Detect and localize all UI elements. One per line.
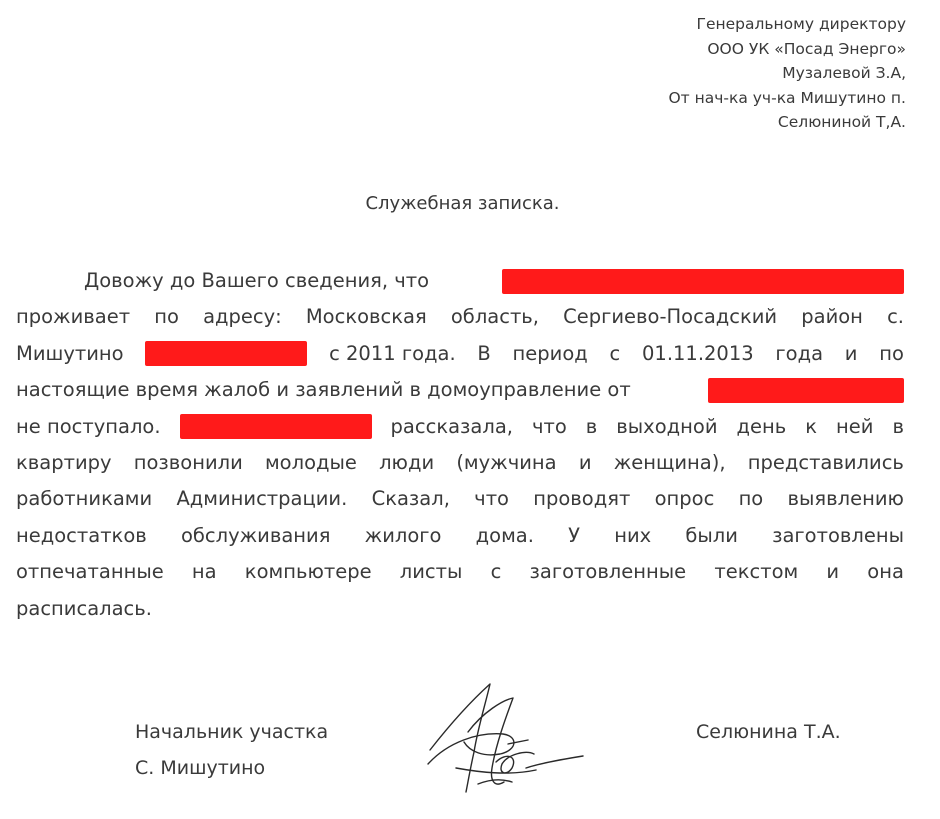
body-word: Московская xyxy=(305,305,427,329)
body-text: Довожу до Вашего сведения, что xyxy=(84,269,430,292)
redaction-bar xyxy=(145,341,307,366)
body-word: отпечатанные xyxy=(16,560,164,584)
body-word: и xyxy=(826,560,840,584)
body-word: и xyxy=(578,450,592,474)
body-word: заготовленные xyxy=(529,560,687,584)
body-word: в xyxy=(892,414,904,438)
body-line xyxy=(16,372,904,408)
body-word: и xyxy=(844,341,858,365)
body-word: проводят xyxy=(533,487,631,511)
body-word: с xyxy=(490,560,502,584)
body-word: квартиру xyxy=(16,450,112,474)
body-word: люди xyxy=(379,450,435,474)
body-word: она xyxy=(867,560,904,584)
body-line xyxy=(16,554,904,590)
body-word: расписалась. xyxy=(16,596,152,620)
redaction-bar xyxy=(502,269,904,294)
body-word: Сказал, xyxy=(371,487,450,511)
addressee-line: ООО УК «Посад Энерго» xyxy=(707,39,906,58)
body-word: жилого xyxy=(364,523,442,547)
addressee-line: От нач-ка уч-ка Мишутино п. xyxy=(668,88,906,107)
body-word: работниками xyxy=(16,487,153,511)
body-word: позвонили xyxy=(133,450,243,474)
body-word: Администрации. xyxy=(176,487,348,511)
body-word: рассказала, xyxy=(390,414,513,438)
body-word: них xyxy=(614,523,652,547)
body-word: листы xyxy=(399,560,463,584)
body-word: Сергиево-Посадский xyxy=(563,305,778,329)
body-line xyxy=(16,263,904,299)
body-word: (мужчина xyxy=(456,450,557,474)
body-word: Мишутино xyxy=(16,341,124,365)
signature-name: Селюнина Т.А. xyxy=(696,721,841,743)
handwritten-signature xyxy=(408,672,598,802)
memo-title: Служебная записка. xyxy=(365,193,560,214)
body-word: область, xyxy=(450,305,539,329)
signature-location: С. Мишутино xyxy=(135,757,266,779)
body-text: настоящие время жалоб и заявлений в домоуправление от xyxy=(16,378,631,402)
body-word: молодые xyxy=(264,450,357,474)
redaction-bar xyxy=(180,414,372,439)
addressee-block xyxy=(668,12,906,135)
body-word: с. xyxy=(887,305,904,329)
body-word: 01.11.2013 xyxy=(642,341,754,365)
body-word: опрос xyxy=(654,487,715,511)
addressee-line: Генеральному директору xyxy=(696,15,906,33)
body-word: в xyxy=(585,414,598,438)
body-line xyxy=(16,299,904,335)
body-word: женщина), xyxy=(613,450,726,474)
body-word: район xyxy=(801,305,863,329)
body-word: компьютере xyxy=(244,560,372,584)
body-word: по xyxy=(738,487,764,511)
body-line xyxy=(16,481,904,517)
redaction-bar xyxy=(708,378,904,403)
body-word: представились xyxy=(747,450,904,474)
addressee-line: Музалевой З.А, xyxy=(782,64,906,82)
body-word: адресу: xyxy=(203,305,282,329)
body-word: по xyxy=(879,341,904,365)
body-word: заготовлены xyxy=(772,523,904,547)
body-word: ней xyxy=(836,414,874,438)
body-word: на xyxy=(191,560,217,584)
body-word: проживает xyxy=(16,305,131,329)
body-line xyxy=(16,445,904,481)
body-word: выходной xyxy=(616,414,718,438)
body-line xyxy=(16,591,904,627)
body-line xyxy=(16,409,904,445)
body-word: выявлению xyxy=(787,487,904,511)
body-word: что xyxy=(531,414,567,438)
memo-body xyxy=(16,263,904,627)
body-word: текстом xyxy=(714,560,799,584)
addressee-line: Селюниной Т,А. xyxy=(777,113,906,131)
body-word: были xyxy=(685,523,738,547)
signature-position-block xyxy=(135,714,328,786)
body-word: период xyxy=(512,341,588,365)
body-word: с xyxy=(609,341,621,365)
body-line xyxy=(16,518,904,554)
signature-position: Начальник участка xyxy=(135,721,329,743)
body-word: В xyxy=(477,341,491,365)
body-word: с 2011 года. xyxy=(329,341,456,365)
body-word: недостатков xyxy=(16,523,147,547)
body-word: обслуживания xyxy=(180,523,331,547)
body-word: дома. xyxy=(475,523,534,547)
body-word: не поступало. xyxy=(16,414,161,438)
body-word: день xyxy=(736,414,787,438)
body-word: к xyxy=(805,414,818,438)
body-line xyxy=(16,336,904,372)
body-word: У xyxy=(568,523,581,547)
body-word: года xyxy=(775,341,824,365)
body-word: по xyxy=(154,305,179,329)
body-word: что xyxy=(474,487,509,511)
